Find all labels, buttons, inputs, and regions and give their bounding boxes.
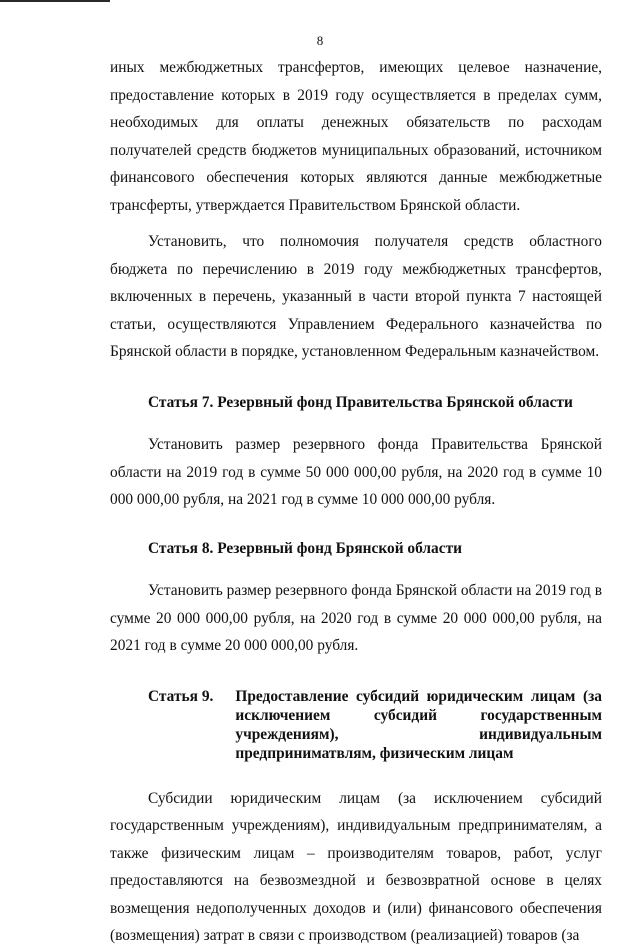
- page-number: 8: [316, 33, 324, 48]
- document-body: [110, 54, 602, 950]
- article-9-label: Статья 9.: [148, 687, 214, 705]
- article-7-text: Установить размер резервного фонда Правительства Брянской области на 2019 год в сумме 50 000 000,00 рубля, на 2020 год в сумме 10 000 000,00 рубля, на 2021 год в сумме 10 000 000,00 рубля.: [110, 436, 602, 508]
- paragraph-continuation: иных межбюджетных трансфертов, имеющих целевое назначение, предоставление которых в 2019 году осуществляется в пределах сумм, необходимых для оплаты денежных обязательств по расходам получателей средств бюджетов муниципальных образований, источником финансового обеспечения которых являются данные межбюджетные трансферты, утверждается Правительством Брянской области.: [110, 59, 602, 214]
- paragraph-treasury-authority: Установить, что полномочия получателя средств областного бюджета по перечислению в 2019 году межбюджетных трансфертов, включенных в перечень, указанный в части второй пункта 7 настоящей статьи, осуществляются Управлением Федерального казначейства по Брянской области в порядке, установленном Федеральным казначейством.: [110, 233, 602, 360]
- article-9-title: Предоставление субсидий юридическим лицам (за исключением субсидий государственным учреждениям), индивидуальным предприниматвлям, физическим лицам: [235, 687, 602, 762]
- article-8-heading: Статья 8. Резервный фонд Брянской области: [148, 539, 463, 557]
- article-9-text: Субсидии юридическим лицам (за исключением субсидий государственным учреждениям), индивидуальным предпринимателям, а также физическим лицам – производителям товаров, работ, услуг предоставляются на безвозмездной и безвозвратной основе в целях возмещения недополученных доходов и (или) финансового обеспечения (возмещения) затрат в связи с производством (реализацией) товаров (за: [110, 789, 602, 944]
- scan-edge-line: [0, 0, 110, 2]
- article-9-heading: [110, 687, 602, 763]
- article-7-heading: Статья 7. Резервный фонд Правительства Брянской области: [148, 393, 573, 411]
- article-8-text: Установить размер резервного фонда Брянской области на 2019 год в сумме 20 000 000,00 рубля, на 2020 год в сумме 20 000 000,00 рубля, на 2021 год в сумме 20 000 000,00 рубля.: [110, 582, 602, 654]
